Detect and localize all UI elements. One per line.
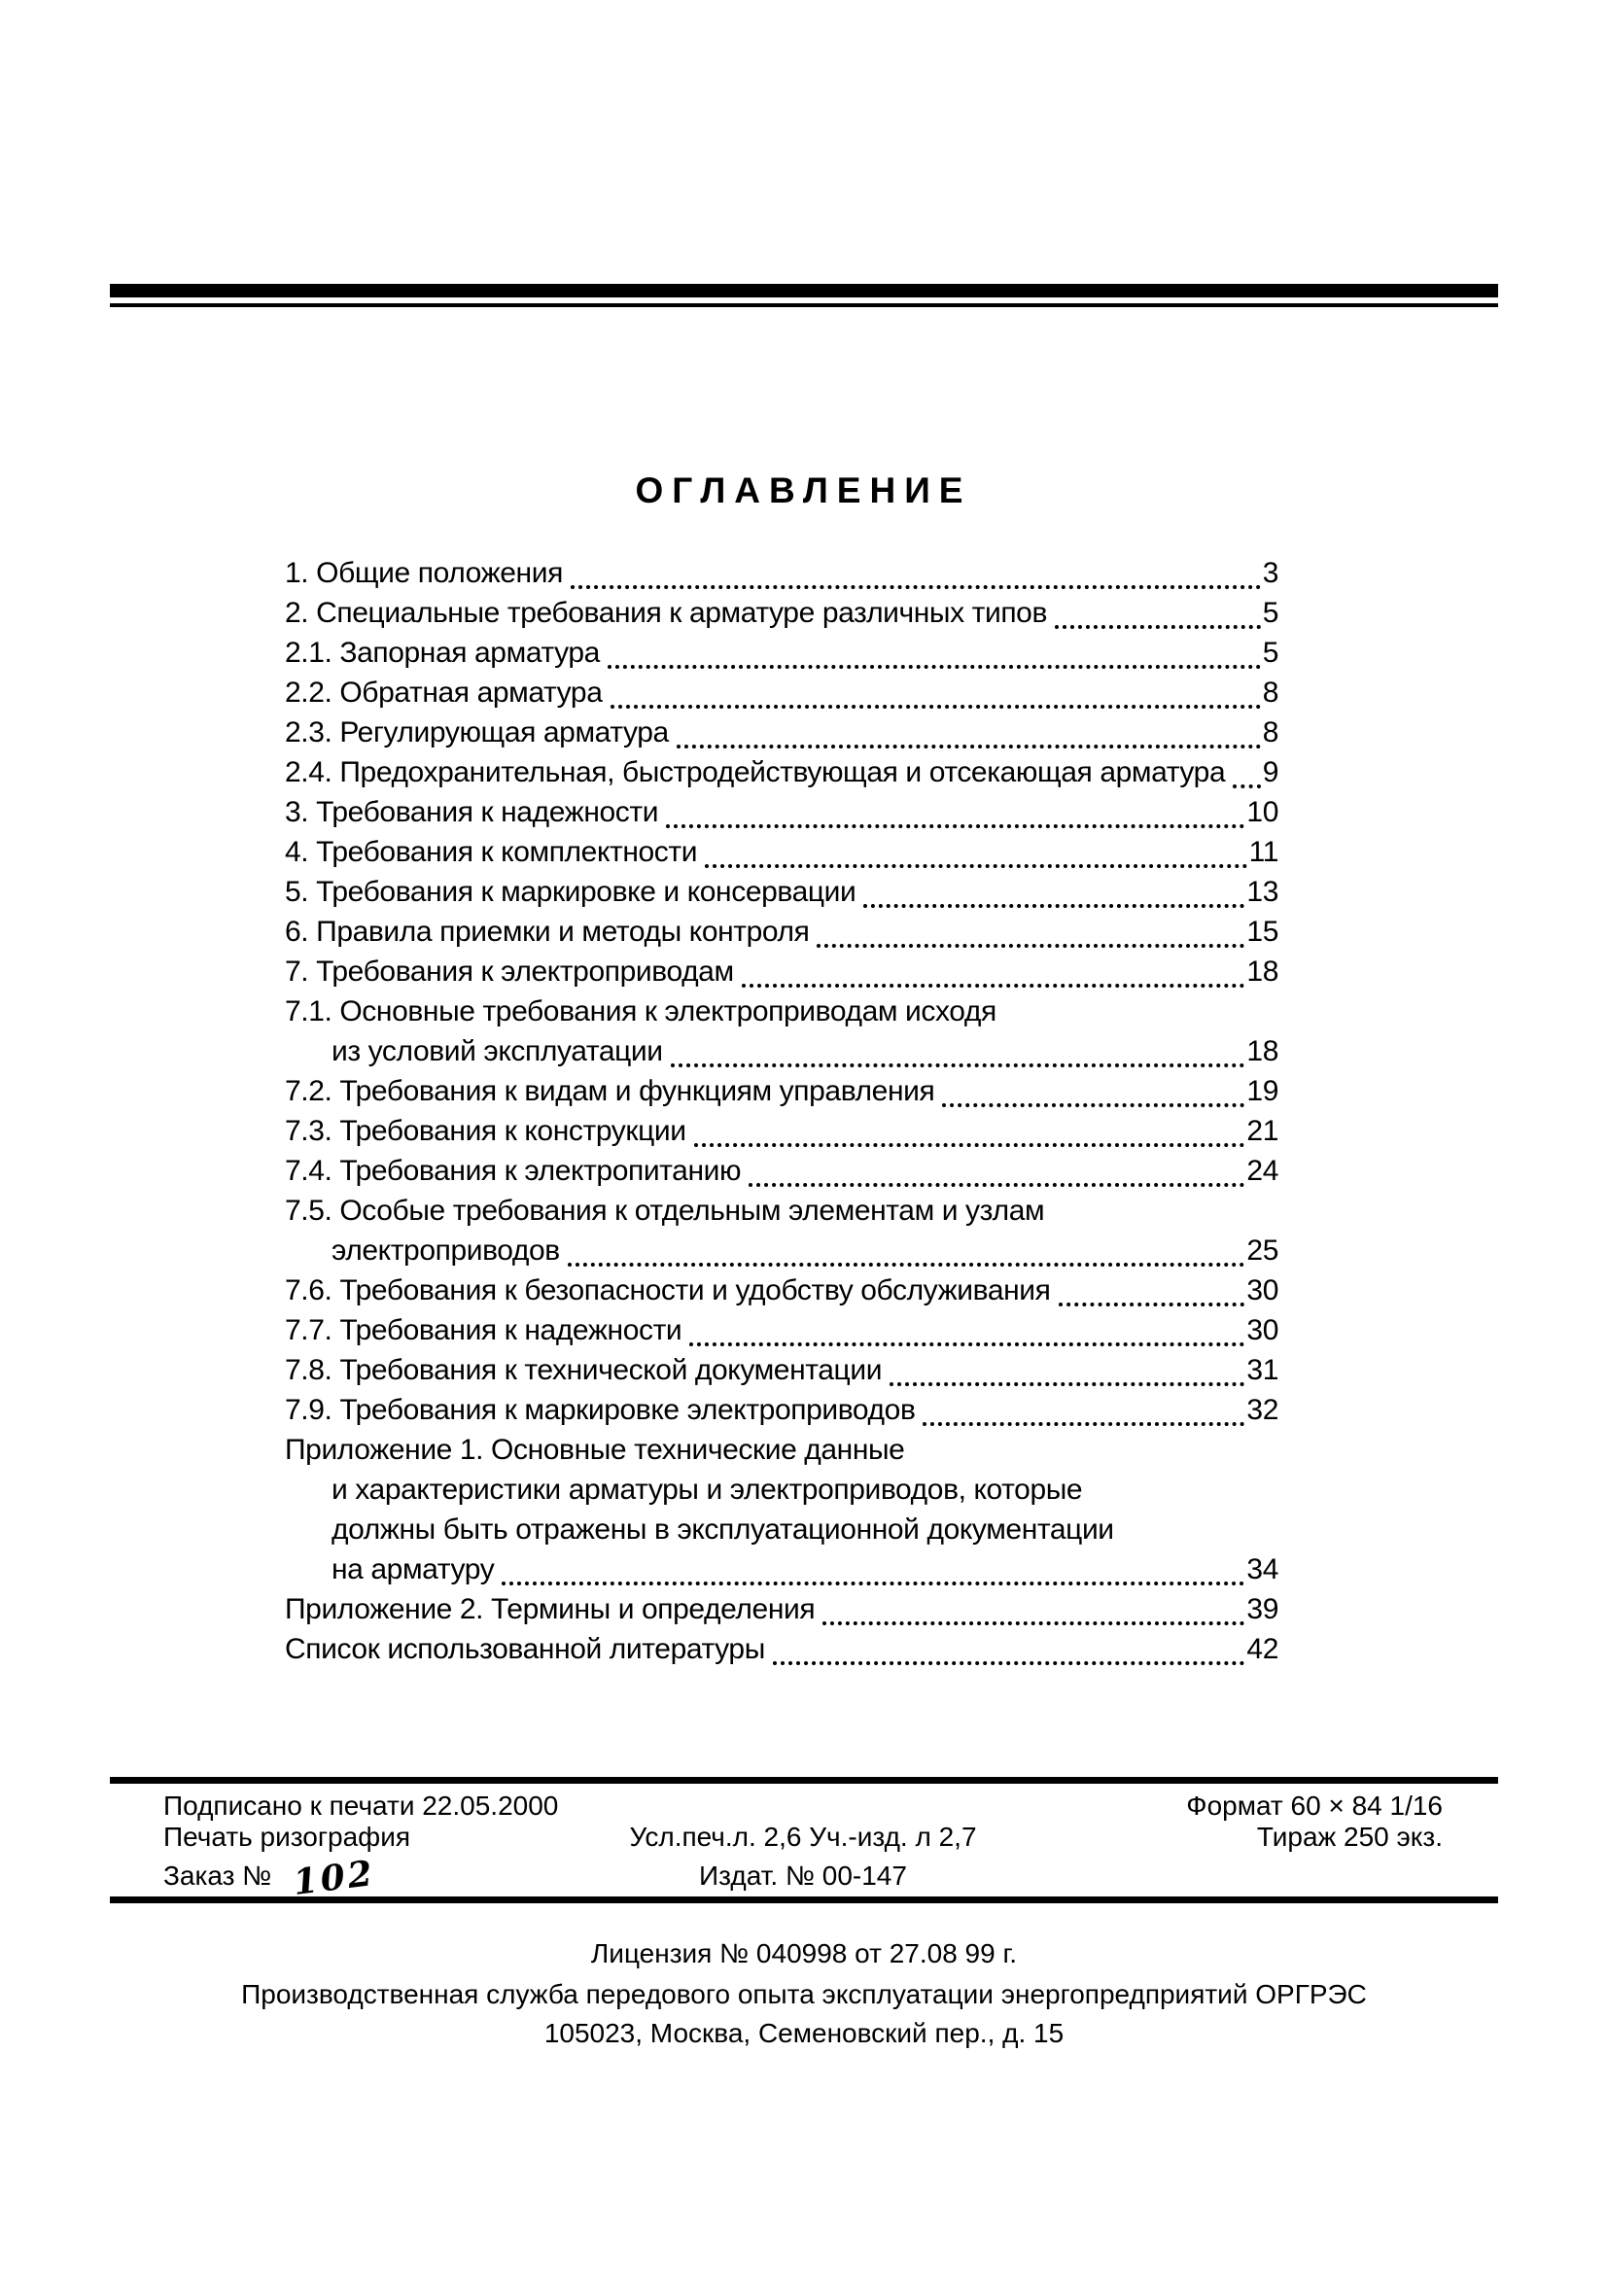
colophon-print-run: Тираж 250 экз.: [1256, 1822, 1443, 1852]
toc-leader: [817, 944, 1244, 948]
toc-entry-text: из условий эксплуатации: [332, 1035, 663, 1067]
toc-entry-text: на арматуру: [332, 1553, 495, 1585]
toc-entry-page: 39: [1246, 1593, 1278, 1625]
toc-entry-text: 7.6. Требования к безопасности и удобству обслуживания: [285, 1274, 1051, 1306]
toc-entry: [285, 1115, 1278, 1155]
toc-leader: [694, 1143, 1245, 1147]
toc-entry: [285, 1354, 1278, 1394]
colophon-row-1: [163, 1791, 1443, 1822]
toc-leader: [568, 1263, 1245, 1267]
toc-entry-text: 7.5. Особые требования к отдельным элементам и узлам: [285, 1195, 1045, 1227]
top-rule-thick: [110, 284, 1498, 297]
page-title: ОГЛАВЛЕНИЕ: [635, 470, 972, 510]
toc-entry-page: 25: [1246, 1235, 1278, 1267]
toc-entry-page: 8: [1262, 716, 1278, 748]
toc-entry-text: 7.9. Требования к маркировке электроприводов: [285, 1394, 916, 1426]
toc-leader: [571, 585, 1261, 589]
organization-line: Производственная служба передового опыта эксплуатации энергопредприятий ОРГРЭС: [241, 1979, 1367, 2009]
toc-entry-text: 2.3. Регулирующая арматура: [285, 716, 669, 748]
toc-entry-page: 30: [1246, 1314, 1278, 1346]
toc-leader: [1055, 625, 1261, 629]
toc-leader: [822, 1621, 1244, 1625]
toc-entry-text: 2.1. Запорная арматура: [285, 637, 600, 669]
toc-entry: [285, 1394, 1278, 1434]
toc-entry-page: 13: [1246, 876, 1278, 908]
order-number-handwritten: 102: [291, 1852, 378, 1903]
toc-entry: [285, 876, 1278, 916]
toc-entry: [285, 1274, 1278, 1314]
toc-leader: [677, 745, 1261, 748]
toc-entry-text: и характеристики арматуры и электроприводов, которые: [332, 1474, 1083, 1506]
toc-entry-text: 2.2. Обратная арматура: [285, 677, 603, 709]
toc-entry-text: 1. Общие положения: [285, 557, 563, 589]
toc-entry-text: 7.8. Требования к технической документации: [285, 1354, 883, 1386]
license-line: Лицензия № 040998 от 27.08 99 г.: [590, 1938, 1018, 1968]
toc-leader: [666, 824, 1244, 828]
toc-entry-page: 5: [1262, 597, 1278, 629]
toc-entry-text: электроприводов: [332, 1235, 560, 1267]
toc-leader: [942, 1103, 1244, 1107]
toc-leader: [689, 1342, 1244, 1346]
toc-entry-page: 3: [1262, 557, 1278, 589]
toc-entry-text: должны быть отражены в эксплуатационной документации: [332, 1513, 1114, 1546]
toc-entry-page: 9: [1262, 756, 1278, 788]
toc-leader: [890, 1382, 1244, 1386]
toc-entry-page: 19: [1246, 1075, 1278, 1107]
address-line: 105023, Москва, Семеновский пер., д. 15: [543, 2018, 1065, 2048]
toc-leader: [705, 864, 1247, 868]
toc-entry-text: 2. Специальные требования к арматуре различных типов: [285, 597, 1047, 629]
colophon-row-2: [163, 1822, 1443, 1853]
toc-entry-page: 18: [1246, 956, 1278, 988]
toc-leader: [742, 984, 1245, 988]
toc-entry-page: 21: [1246, 1115, 1278, 1147]
toc-entry-page: 31: [1246, 1354, 1278, 1386]
toc-entry-text: 7.7. Требования к надежности: [285, 1314, 682, 1346]
toc-leader: [773, 1661, 1245, 1665]
toc-entry: [285, 677, 1278, 716]
colophon-signed: Подписано к печати 22.05.2000: [163, 1791, 559, 1821]
colophon-izdat: Издат. № 00-147: [699, 1861, 907, 1891]
toc-leader: [923, 1422, 1244, 1426]
toc-entry-continuation: [285, 1474, 1278, 1513]
toc-entry-text: Приложение 1. Основные технические данные: [285, 1434, 905, 1466]
toc-entry-text: 7. Требования к электроприводам: [285, 956, 734, 988]
toc-entry: [285, 637, 1278, 677]
toc-entry: [285, 557, 1278, 597]
toc-entry: [285, 995, 1278, 1035]
toc-leader: [671, 1063, 1245, 1067]
toc-entry-continuation: [285, 1235, 1278, 1274]
colophon-order: [163, 1852, 378, 1903]
colophon-row-3: [163, 1852, 1443, 1903]
colophon-format: Формат 60 × 84 1/16: [1186, 1791, 1443, 1821]
toc-entry-text: 2.4. Предохранительная, быстродействующая и отсекающая арматура: [285, 756, 1226, 788]
toc-entry-continuation: [285, 1553, 1278, 1593]
toc-leader: [1233, 784, 1260, 788]
toc-entry: [285, 916, 1278, 956]
toc-entry-text: 7.1. Основные требования к электроприводам исходя: [285, 995, 996, 1027]
toc-entry: [285, 597, 1278, 637]
toc-entry: [285, 956, 1278, 995]
toc-entry-continuation: [285, 1513, 1278, 1553]
toc-entry-text: 5. Требования к маркировке и консервации: [285, 876, 856, 908]
toc-entry: [285, 1195, 1278, 1235]
toc-entry-page: 18: [1246, 1035, 1278, 1067]
toc-leader: [611, 705, 1261, 709]
toc-entry-page: 32: [1246, 1394, 1278, 1426]
toc-entry-page: 42: [1246, 1633, 1278, 1665]
toc-entry-text: 3. Требования к надежности: [285, 796, 659, 828]
table-of-contents: [285, 557, 1278, 1673]
toc-entry: [285, 796, 1278, 836]
toc-entry: [285, 716, 1278, 756]
toc-leader: [749, 1183, 1244, 1187]
toc-entry-page: 24: [1246, 1155, 1278, 1187]
toc-entry-text: 7.4. Требования к электропитанию: [285, 1155, 742, 1187]
colophon-box: [110, 1777, 1498, 1903]
toc-leader: [863, 904, 1244, 908]
toc-entry: [285, 1633, 1278, 1673]
toc-leader: [608, 665, 1261, 669]
toc-entry: [285, 1593, 1278, 1633]
toc-entry: [285, 1075, 1278, 1115]
toc-entry-text: 4. Требования к комплектности: [285, 836, 698, 868]
toc-leader: [1059, 1303, 1245, 1306]
toc-entry-text: Список использованной литературы: [285, 1633, 765, 1665]
toc-entry-page: 8: [1262, 677, 1278, 709]
toc-entry-text: 7.2. Требования к видам и функциям управления: [285, 1075, 935, 1107]
toc-entry: [285, 1155, 1278, 1195]
toc-entry: [285, 756, 1278, 796]
toc-entry-page: 11: [1248, 836, 1278, 868]
toc-entry-text: Приложение 2. Термины и определения: [285, 1593, 816, 1625]
toc-entry: [285, 1314, 1278, 1354]
toc-entry-text: 7.3. Требования к конструкции: [285, 1115, 686, 1147]
colophon-print-method: Печать ризография: [163, 1822, 411, 1852]
toc-entry-page: 30: [1246, 1274, 1278, 1306]
toc-entry: [285, 836, 1278, 876]
toc-leader: [502, 1582, 1244, 1585]
colophon-sheets: Усл.печ.л. 2,6 Уч.-изд. л 2,7: [629, 1822, 977, 1852]
order-label: Заказ №: [163, 1861, 272, 1891]
toc-entry: [285, 1434, 1278, 1474]
top-rule-thin: [110, 303, 1498, 307]
toc-entry-page: 34: [1246, 1553, 1278, 1585]
toc-entry-continuation: [285, 1035, 1278, 1075]
toc-entry-page: 15: [1246, 916, 1278, 948]
toc-entry-page: 5: [1262, 637, 1278, 669]
toc-entry-page: 10: [1246, 796, 1278, 828]
toc-entry-text: 6. Правила приемки и методы контроля: [285, 916, 810, 948]
